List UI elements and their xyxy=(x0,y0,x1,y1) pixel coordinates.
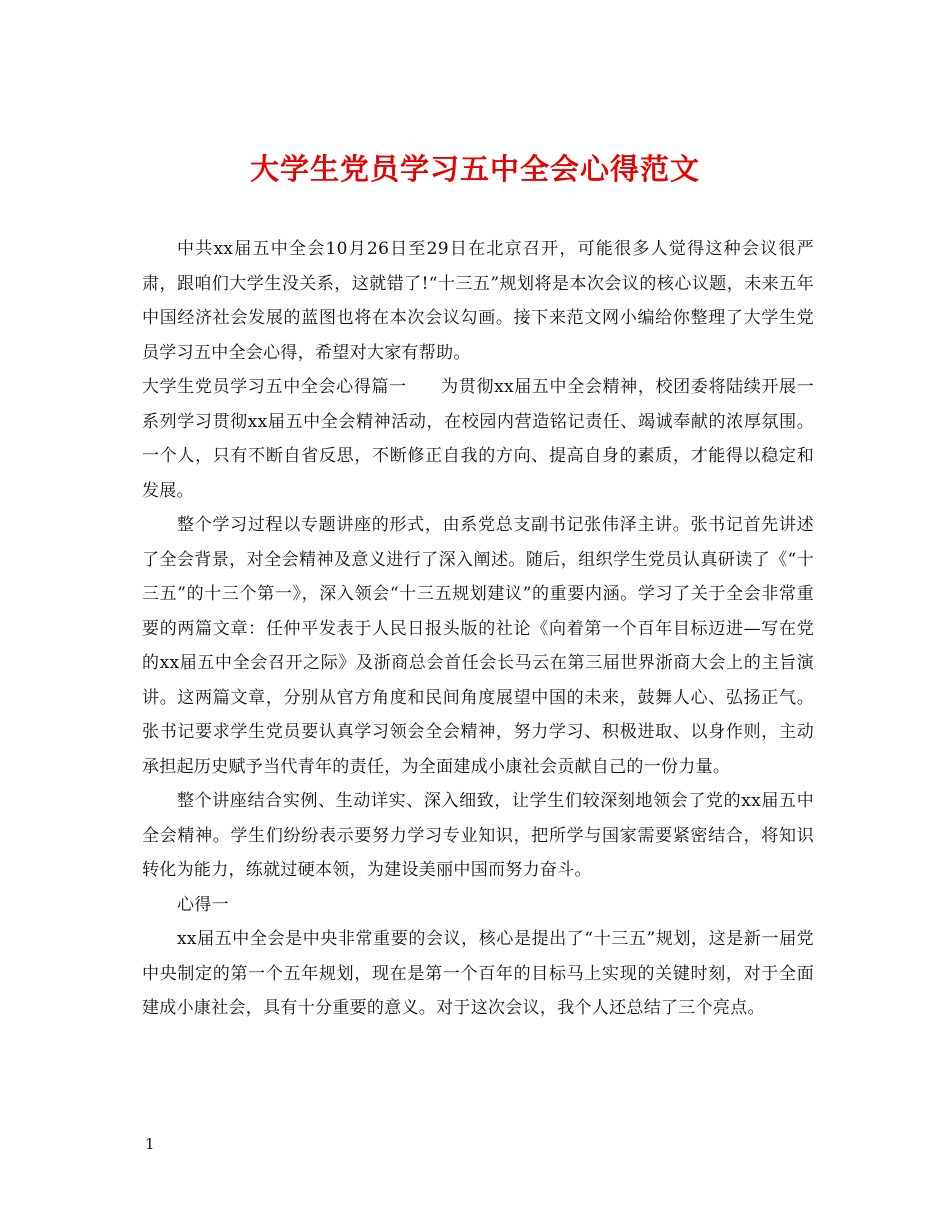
paragraph-lecture: 整个学习过程以专题讲座的形式，由系党总支副书记张伟泽主讲。张书记首先讲述了全会背景，对全会精神及意义进行了深入阐述。随后，组织学生党员认真研读了《“十三五”的十三个第一》，深入领会“十三五规划建议”的重要内涵。学习了关于全会非常重要的两篇文章：任仲平发表于人民日报头版的社论《向着第一个百年目标迈进—写在党的xx届五中全会召开之际》及浙商总会首任会长马云在第三届世界浙商大会上的主旨演讲。这两篇文章，分别从官方角度和民间角度展望中国的未来，鼓舞人心、弘扬正气。张书记要求学生党员要认真学习领会全会精神，努力学习、积极进取、以身作则，主动承担起历史赋予当代青年的责任，为全面建成小康社会贡献自己的一份力量。 xyxy=(142,515,814,777)
section-heading: 大学生党员学习五中全会心得篇一 xyxy=(142,377,407,397)
section-one-text: 为贯彻xx届五中全会精神，校团委将陆续开展一系列学习贯彻xx届五中全会精神活动，在校园内营造铭记责任、竭诚奉献的浓厚氛围。一个人，只有不断自省反思，不断修正自我的方向、提高自身的素质，才能得以稳定和发展。 xyxy=(142,377,815,501)
page-number: 1 xyxy=(145,1135,155,1153)
paragraph-section-one xyxy=(142,370,814,508)
document-title: 大学生党员学习五中全会心得范文 xyxy=(249,152,700,187)
paragraph-plenary-highlights: xx届五中全会是中央非常重要的会议，核心是提出了“十三五”规划，这是新一届党中央制定的第一个五年规划，现在是第一个百年的目标马上实现的关键时刻，对于全面建成小康社会，具有十分重要的意义。对于这次会议，我个人还总结了三个亮点。 xyxy=(142,929,814,1018)
document-body xyxy=(142,232,814,1026)
subheading-xinde-yi: 心得一 xyxy=(177,894,229,915)
paragraph-intro: 中共xx届五中全会10月26日至29日在北京召开，可能很多人觉得这种会议很严肃，跟咱们大学生没关系，这就错了!“十三五”规划将是本次会议的核心议题，未来五年中国经济社会发展的蓝图也将在本次会议勾画。接下来范文网小编给你整理了大学生党员学习五中全会心得，希望对大家有帮助。 xyxy=(142,239,814,363)
paragraph-lecture-summary: 整个讲座结合实例、生动详实、深入细致，让学生们较深刻地领会了党的xx届五中全会精神。学生们纷纷表示要努力学习专业知识，把所学与国家需要紧密结合，将知识转化为能力，练就过硬本领，为建设美丽中国而努力奋斗。 xyxy=(142,791,814,880)
